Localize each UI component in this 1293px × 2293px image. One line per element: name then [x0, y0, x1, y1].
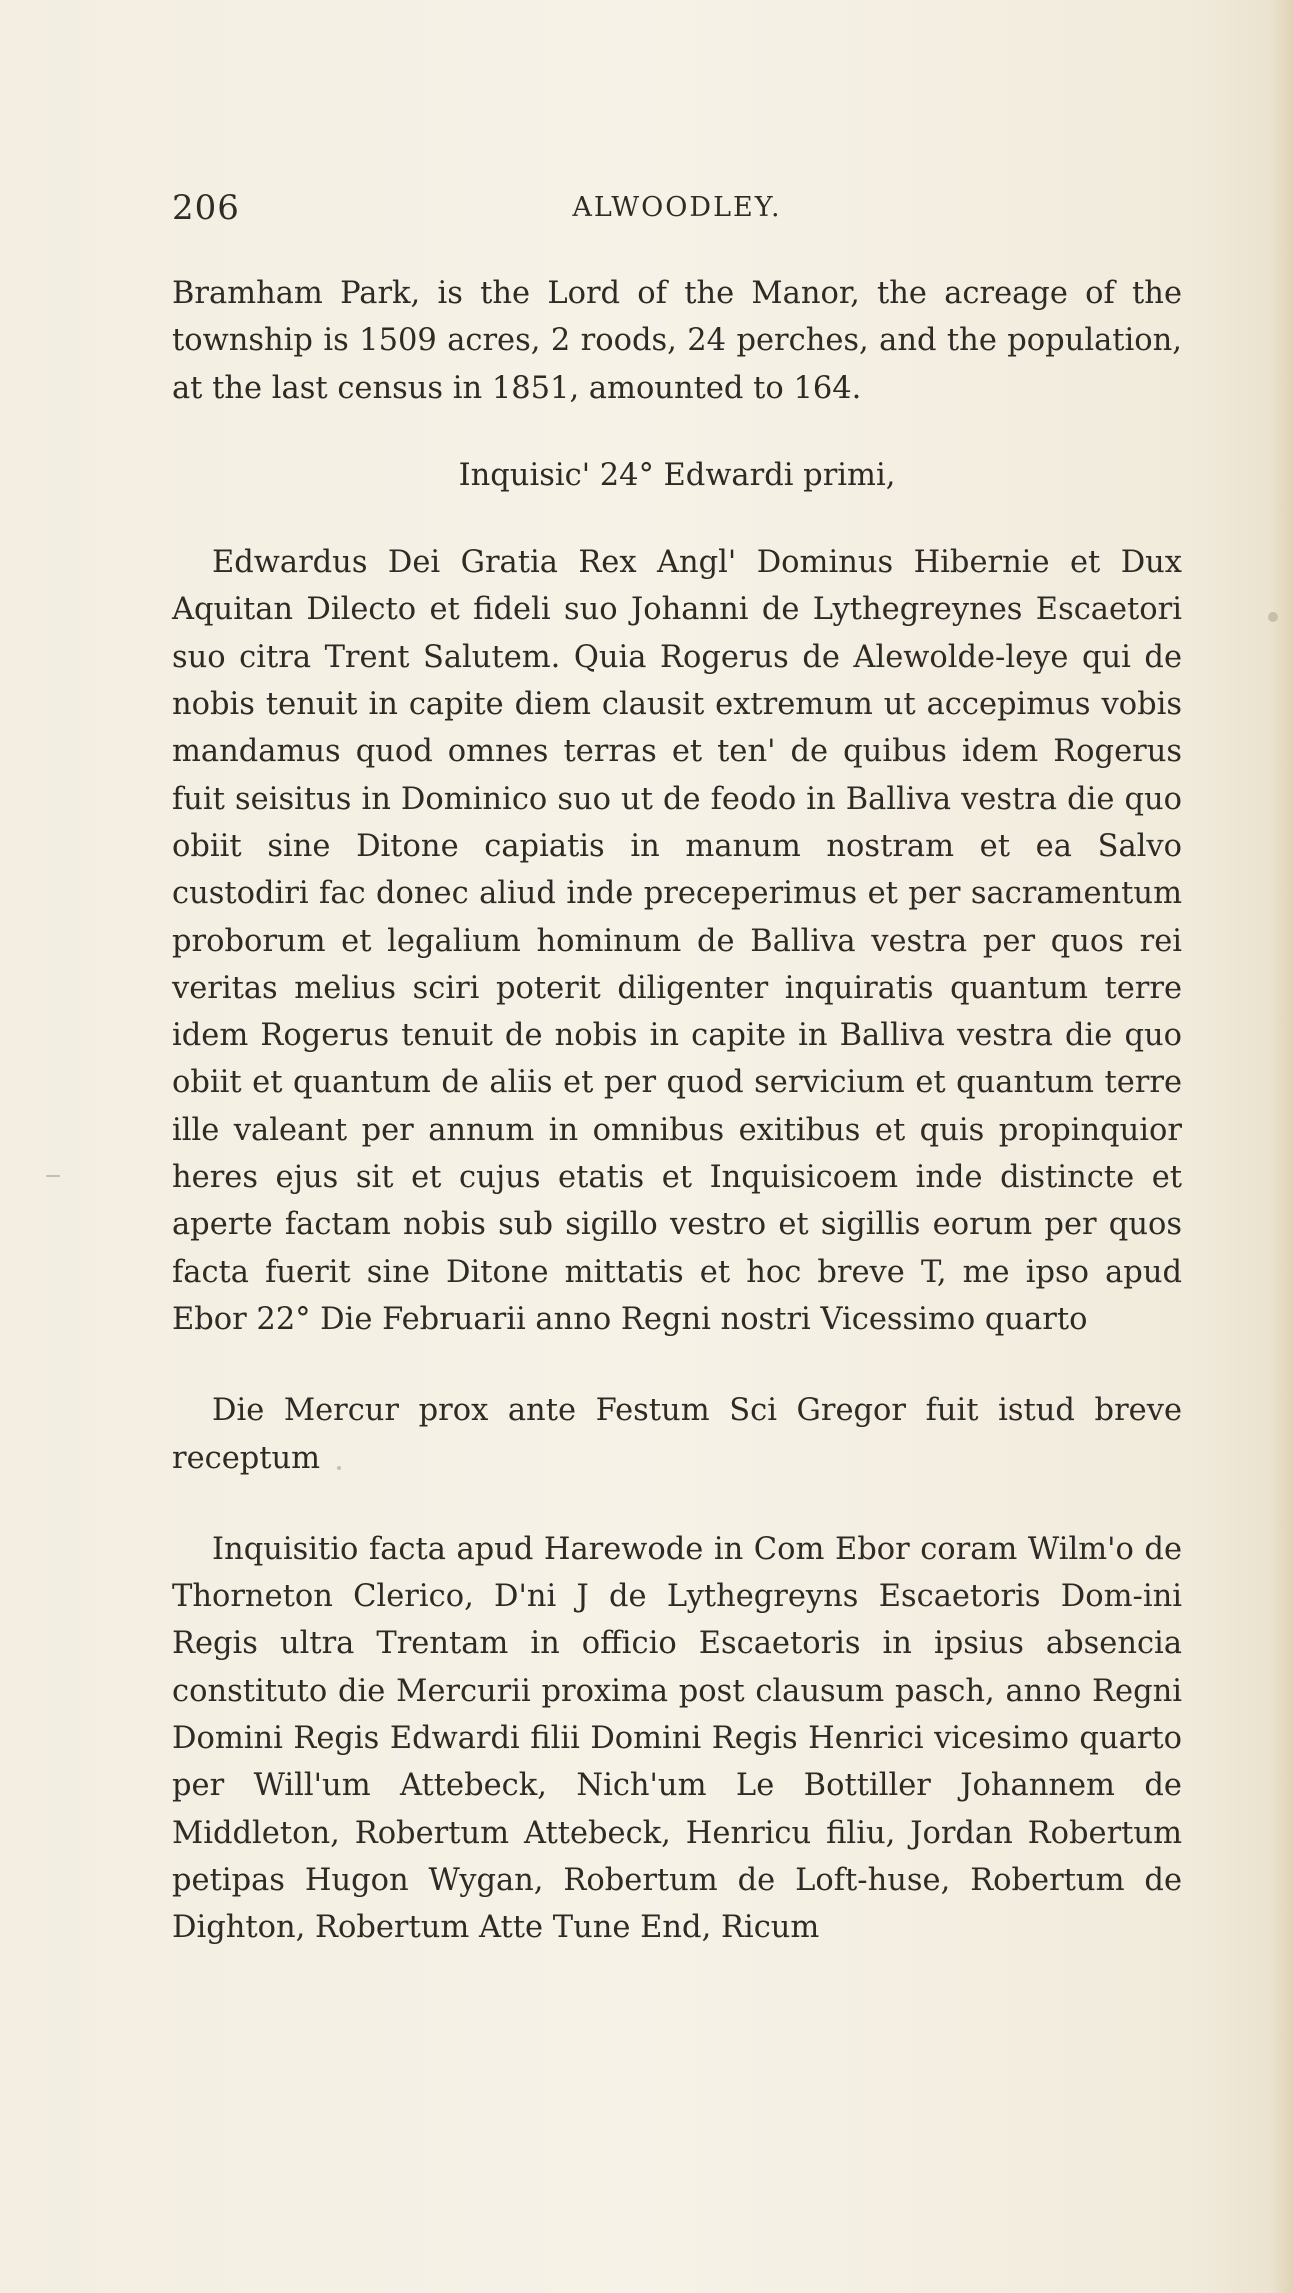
received-paragraph: Die Mercur prox ante Festum Sci Gregor fuit istud breve receptum: [172, 1393, 1182, 1476]
page-number: 206: [172, 188, 240, 228]
body-text: [172, 270, 1182, 1952]
page-speck: [46, 1175, 60, 1177]
page-speck: [337, 1466, 341, 1470]
intro-paragraph: Bramham Park, is the Lord of the Manor, the acreage of the township is 1509 acres, 2 roods, 24 perches, and the population, at the last census in 1851, amounted to 164.: [172, 276, 1182, 406]
inquisitio-paragraph: Inquisitio facta apud Harewode in Com Ebor coram Wilm'o de Thorneton Clerico, D'ni J de Lythegreyns Escaetoris Dom-ini Regis ultra Trentam in officio Escaetoris in ipsius absencia constituto die Mercurii proxima post clausum pasch, anno Regni Domini Regis Edwardi filii Domini Regis Henrici vicesimo quarto per Will'um Attebeck, Nich'um Le Bottiller Johannem de Middleton, Robertum Attebeck, Henricu filiu, Jordan Robertum petipas Hugon Wygan, Robertum de Loft-huse, Robertum de Dighton, Robertum Atte Tune End, Ricum: [172, 1531, 1182, 1946]
running-head: ALWOODLEY.: [572, 192, 782, 223]
writ-paragraph: Edwardus Dei Gratia Rex Angl' Dominus Hibernie et Dux Aquitan Dilecto et fideli suo Johanni de Lythegreynes Escaetori suo citra Trent Salutem. Quia Rogerus de Alewolde-leye qui de nobis tenuit in capite diem clausit extremum ut accepimus vobis mandamus quod omnes terras et ten' de quibus idem Rogerus fuit seisitus in Dominico suo ut de feodo in Balliva vestra die quo obiit sine Ditone capiatis in manum nostram et ea Salvo custodiri fac donec aliud inde preceperimus et per sacramentum proborum et legalium hominum de Balliva vestra per quos rei veritas melius sciri poterit diligenter inquiratis quantum terre idem Rogerus tenuit de nobis in capite in Balliva vestra die quo obiit et quantum de aliis et per quod servicium et quantum terre ille valeant per annum in omnibus exitibus et quis propinquior heres ejus sit et cujus etatis et Inquisicoem inde distincte et aperte factam nobis sub sigillo vestro et sigillis eorum per quos facta fuerit sine Ditone mittatis et hoc breve T, me ipso apud Ebor 22° Die Februarii anno Regni nostri Vicessimo quarto: [172, 545, 1182, 1337]
page-edge-shadow: [1271, 0, 1293, 2293]
page-header: [172, 188, 1182, 238]
page-speck: [1268, 612, 1278, 622]
inquisic-heading: Inquisic' 24° Edwardi primi,: [458, 457, 896, 493]
